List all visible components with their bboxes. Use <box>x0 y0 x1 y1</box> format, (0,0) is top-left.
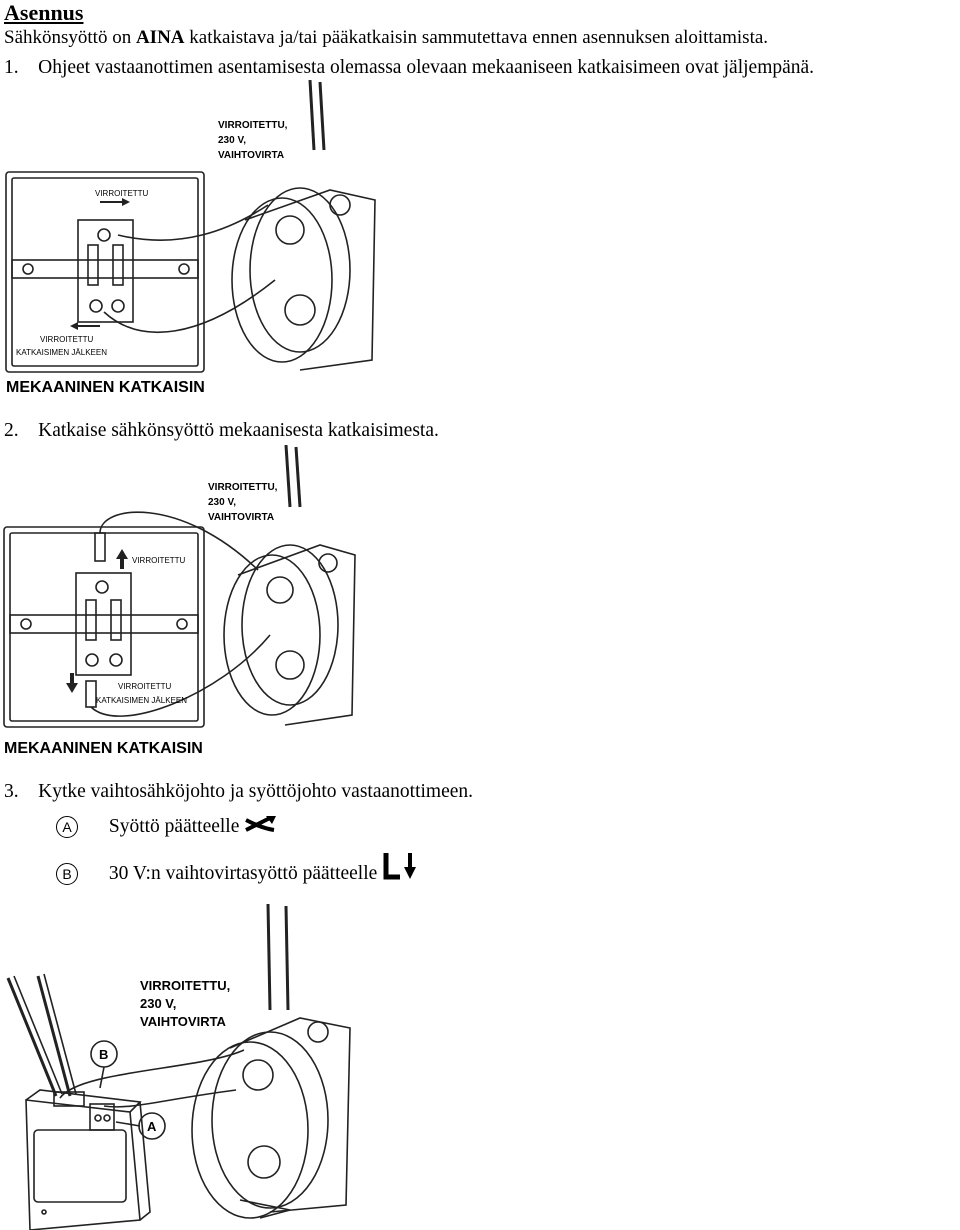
step-2-text: Katkaise sähkönsyöttö mekaanisesta katkaisimesta. <box>38 420 439 441</box>
figure-3-top-label-1: VIRROITETTU, <box>140 978 231 993</box>
figure-2-switch-bottom-label-2: KATKAISIMEN JÄLKEEN <box>96 696 187 705</box>
figure-1-switch-bottom-label-2: KATKAISIMEN JÄLKEEN <box>16 348 107 357</box>
figure-1-top-label-1: VIRROITETTU, <box>218 120 288 131</box>
intro-post: katkaistava ja/tai pääkatkaisin sammutettava ennen asennuksen aloittamista. <box>184 27 769 48</box>
figure-1-caption: MEKAANINEN KATKAISIN <box>6 379 205 396</box>
step-1 <box>4 57 814 79</box>
step-1-number: 1. <box>4 57 19 78</box>
figure-3-illustration <box>0 900 380 1230</box>
intro-bold: AINA <box>135 27 185 48</box>
step-3-number: 3. <box>4 781 19 802</box>
figure-2-caption: MEKAANINEN KATKAISIN <box>4 740 203 757</box>
figure-1-switch-top-label: VIRROITETTU <box>95 189 149 198</box>
marker-a: A <box>56 816 78 838</box>
step-2 <box>4 420 439 442</box>
cross-arrow-icon <box>244 814 278 834</box>
figure-1-illustration <box>0 80 380 400</box>
figure-2-top-label-2: 230 V, <box>208 497 236 508</box>
figure-3-top-label-2: 230 V, <box>140 996 177 1011</box>
figure-2-top-label-3: VAIHTOVIRTA <box>208 512 275 523</box>
terminal-b-row <box>56 851 416 885</box>
page-heading: Asennus <box>4 0 84 25</box>
figure-1-top-label-2: 230 V, <box>218 135 246 146</box>
figure-1-top-label-3: VAIHTOVIRTA <box>218 150 285 161</box>
marker-b: B <box>56 863 78 885</box>
figure-3-marker-b: B <box>99 1047 109 1062</box>
step-3-text: Kytke vaihtosähköjohto ja syöttöjohto vastaanottimeen. <box>38 781 474 802</box>
intro-text <box>4 27 768 49</box>
intro-pre: Sähkönsyöttö on <box>4 27 136 48</box>
step-3 <box>4 781 473 803</box>
figure-2-switch-top-label: VIRROITETTU <box>132 556 186 565</box>
figure-3-top-label-3: VAIHTOVIRTA <box>140 1014 226 1029</box>
figure-1-junction-box <box>232 198 332 362</box>
figure-1-switch-bottom-label-1: VIRROITETTU <box>40 335 94 344</box>
step-1-text: Ohjeet vastaanottimen asentamisesta olemassa olevaan mekaaniseen katkaisimeen ovat jäljempänä. <box>38 57 815 78</box>
terminal-a-row <box>56 814 278 838</box>
terminal-b-text: 30 V:n vaihtovirtasyöttö päätteelle <box>108 863 378 884</box>
figure-3-marker-a: A <box>147 1119 157 1134</box>
figure-2-illustration <box>0 445 380 760</box>
figure-2-top-label-1: VIRROITETTU, <box>208 482 278 493</box>
figure-2-switch-bottom-label-1: VIRROITETTU <box>118 682 172 691</box>
terminal-a-text: Syöttö päätteelle <box>108 816 240 837</box>
l-arrow-down-icon <box>382 851 416 883</box>
figure-3-junction-box <box>192 1042 308 1218</box>
step-2-number: 2. <box>4 420 19 441</box>
